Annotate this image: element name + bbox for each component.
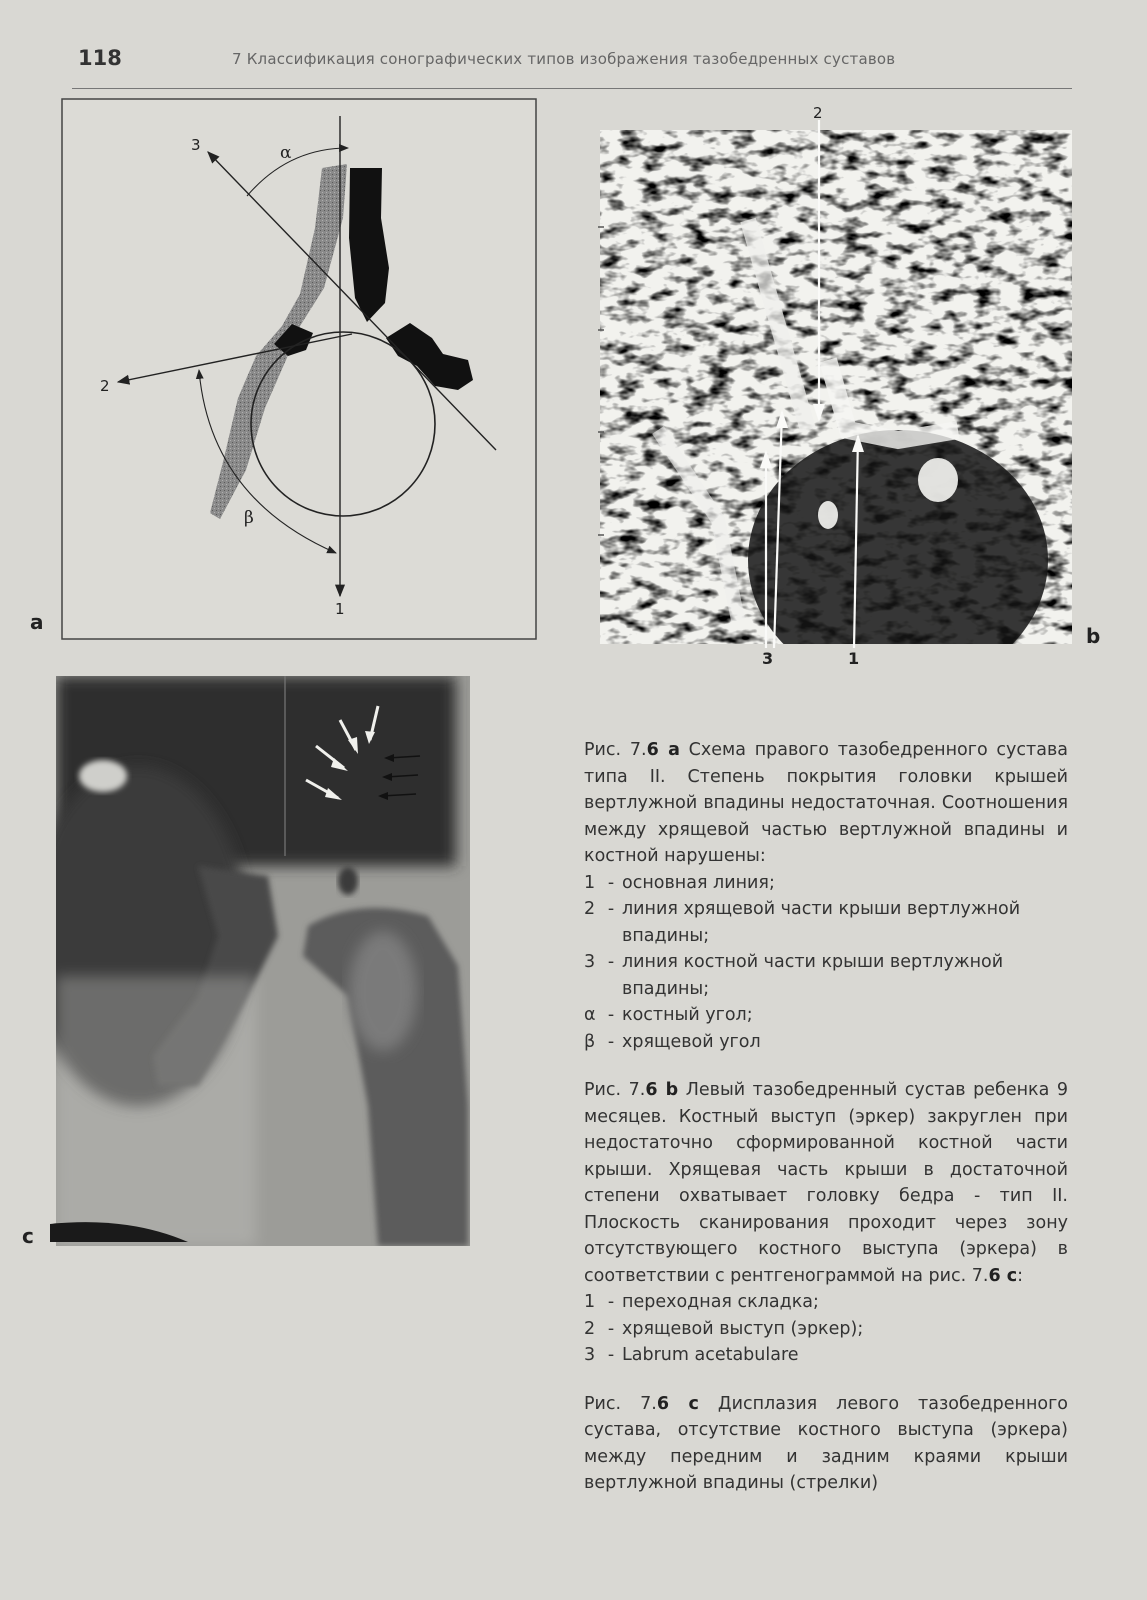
panel-label-c: c — [22, 1224, 34, 1248]
legend-dash: - — [607, 952, 615, 972]
caption-b-legend-item — [584, 1316, 1068, 1343]
caption-a-legend-item — [584, 949, 1068, 1002]
legend-dash: - — [607, 872, 615, 893]
label-alpha: α — [280, 143, 292, 163]
caption-c-prefix: Рис. 7. — [584, 1393, 657, 1414]
header-rule — [72, 88, 1072, 89]
legend-text: костный угол; — [622, 1005, 753, 1025]
caption-a-legend-item — [584, 896, 1068, 949]
legend-text: основная линия; — [622, 872, 775, 893]
legend-dash: - — [607, 1292, 615, 1312]
caption-b-body: Левый тазобедренный сустав ребенка 9 месяцев. Костный выступ (эркер) закруглен при недостаточно сформированной костной части крыши. Хрящевая часть крыши в достаточной степени охватывает головку бедра - тип II. Плоскость сканирования проходит через зону отсутствующего костного выступа (эркера) в соответствии с рентгенограммой на рис. 7. — [584, 1080, 1069, 1286]
caption-a-legend-item — [584, 1029, 1068, 1056]
caption-b-legend-item — [584, 1342, 1068, 1369]
xray-femoral-neck — [349, 931, 417, 1051]
caption-a-body: Схема правого тазобедренного сустава типа II. Степень покрытия головки крышей вертлужной впадины недостаточная. Соотношения между хрящевой частью вертлужной впадины и костной нарушены: — [584, 740, 1068, 866]
legend-text: Labrum acetabulare — [622, 1345, 799, 1365]
figure-c-radiograph — [48, 676, 478, 1246]
caption-b-legend-item — [584, 1289, 1068, 1316]
legend-dash: - — [607, 899, 615, 919]
legend-key: 2 — [584, 1318, 596, 1339]
legend-dash: - — [607, 1005, 615, 1025]
legend-dash: - — [607, 1318, 615, 1339]
caption-b-text — [584, 1077, 1068, 1289]
caption-b-ref: 6 b — [645, 1080, 679, 1100]
label-1: 1 — [335, 600, 345, 618]
caption-a-legend-item — [584, 870, 1068, 897]
caption-b — [584, 1077, 1068, 1369]
caption-b-prefix: Рис. 7. — [584, 1080, 646, 1100]
legend-key: α — [584, 1005, 596, 1025]
sono-label-2: 2 — [813, 104, 823, 122]
caption-a-prefix: Рис. 7. — [584, 740, 647, 760]
legend-text: линия костной части крыши вертлужной впадины; — [622, 952, 1004, 999]
panel-label-b: b — [1086, 624, 1101, 648]
xray-ossicle — [338, 867, 358, 895]
caption-c — [584, 1391, 1068, 1497]
caption-a — [584, 737, 1068, 1055]
caption-c-text — [584, 1391, 1068, 1497]
legend-key: β — [584, 1031, 596, 1052]
caption-b-inline-ref: 6 c — [988, 1265, 1018, 1286]
caption-a-text — [584, 737, 1068, 870]
page-number: 118 — [78, 46, 122, 70]
sono-bright-spot — [918, 458, 958, 502]
legend-text: линия хрящевой части крыши вертлужной впадины; — [622, 899, 1021, 946]
caption-b-end: : — [1017, 1265, 1024, 1286]
xray-bright-spot — [79, 760, 127, 792]
legend-key: 3 — [584, 1345, 596, 1365]
sono-bright-spot-2 — [818, 501, 838, 529]
caption-c-body: Дисплазия левого тазобедренного сустава, отсутствие костного выступа (эркера) между передним и задним краями крыши вертлужной впадины (стрелки) — [584, 1393, 1068, 1493]
legend-dash: - — [607, 1345, 615, 1365]
legend-key: 3 — [584, 952, 596, 972]
caption-c-ref: 6 c — [656, 1393, 699, 1414]
sono-label-3: 3 — [762, 649, 774, 668]
label-3: 3 — [191, 136, 201, 154]
label-2: 2 — [100, 377, 110, 395]
figure-b-sonogram — [598, 100, 1078, 672]
legend-key: 1 — [584, 1292, 596, 1312]
legend-text: переходная складка; — [622, 1292, 819, 1312]
sono-label-1: 1 — [848, 649, 860, 668]
figure-a-schematic — [60, 98, 538, 642]
caption-a-ref: 6 a — [646, 740, 680, 760]
legend-key: 1 — [584, 872, 596, 893]
captions — [584, 737, 1068, 1519]
xray-lower-fade — [56, 976, 256, 1246]
running-header: 7 Классификация сонографических типов изображения тазобедренных суставов — [232, 50, 896, 68]
legend-dash: - — [607, 1031, 615, 1052]
legend-text: хрящевой выступ (эркер); — [622, 1318, 864, 1339]
legend-key: 2 — [584, 899, 596, 919]
caption-a-legend-item — [584, 1002, 1068, 1029]
label-beta: β — [244, 508, 254, 528]
legend-text: хрящевой угол — [622, 1031, 761, 1052]
panel-label-a: a — [30, 610, 44, 634]
